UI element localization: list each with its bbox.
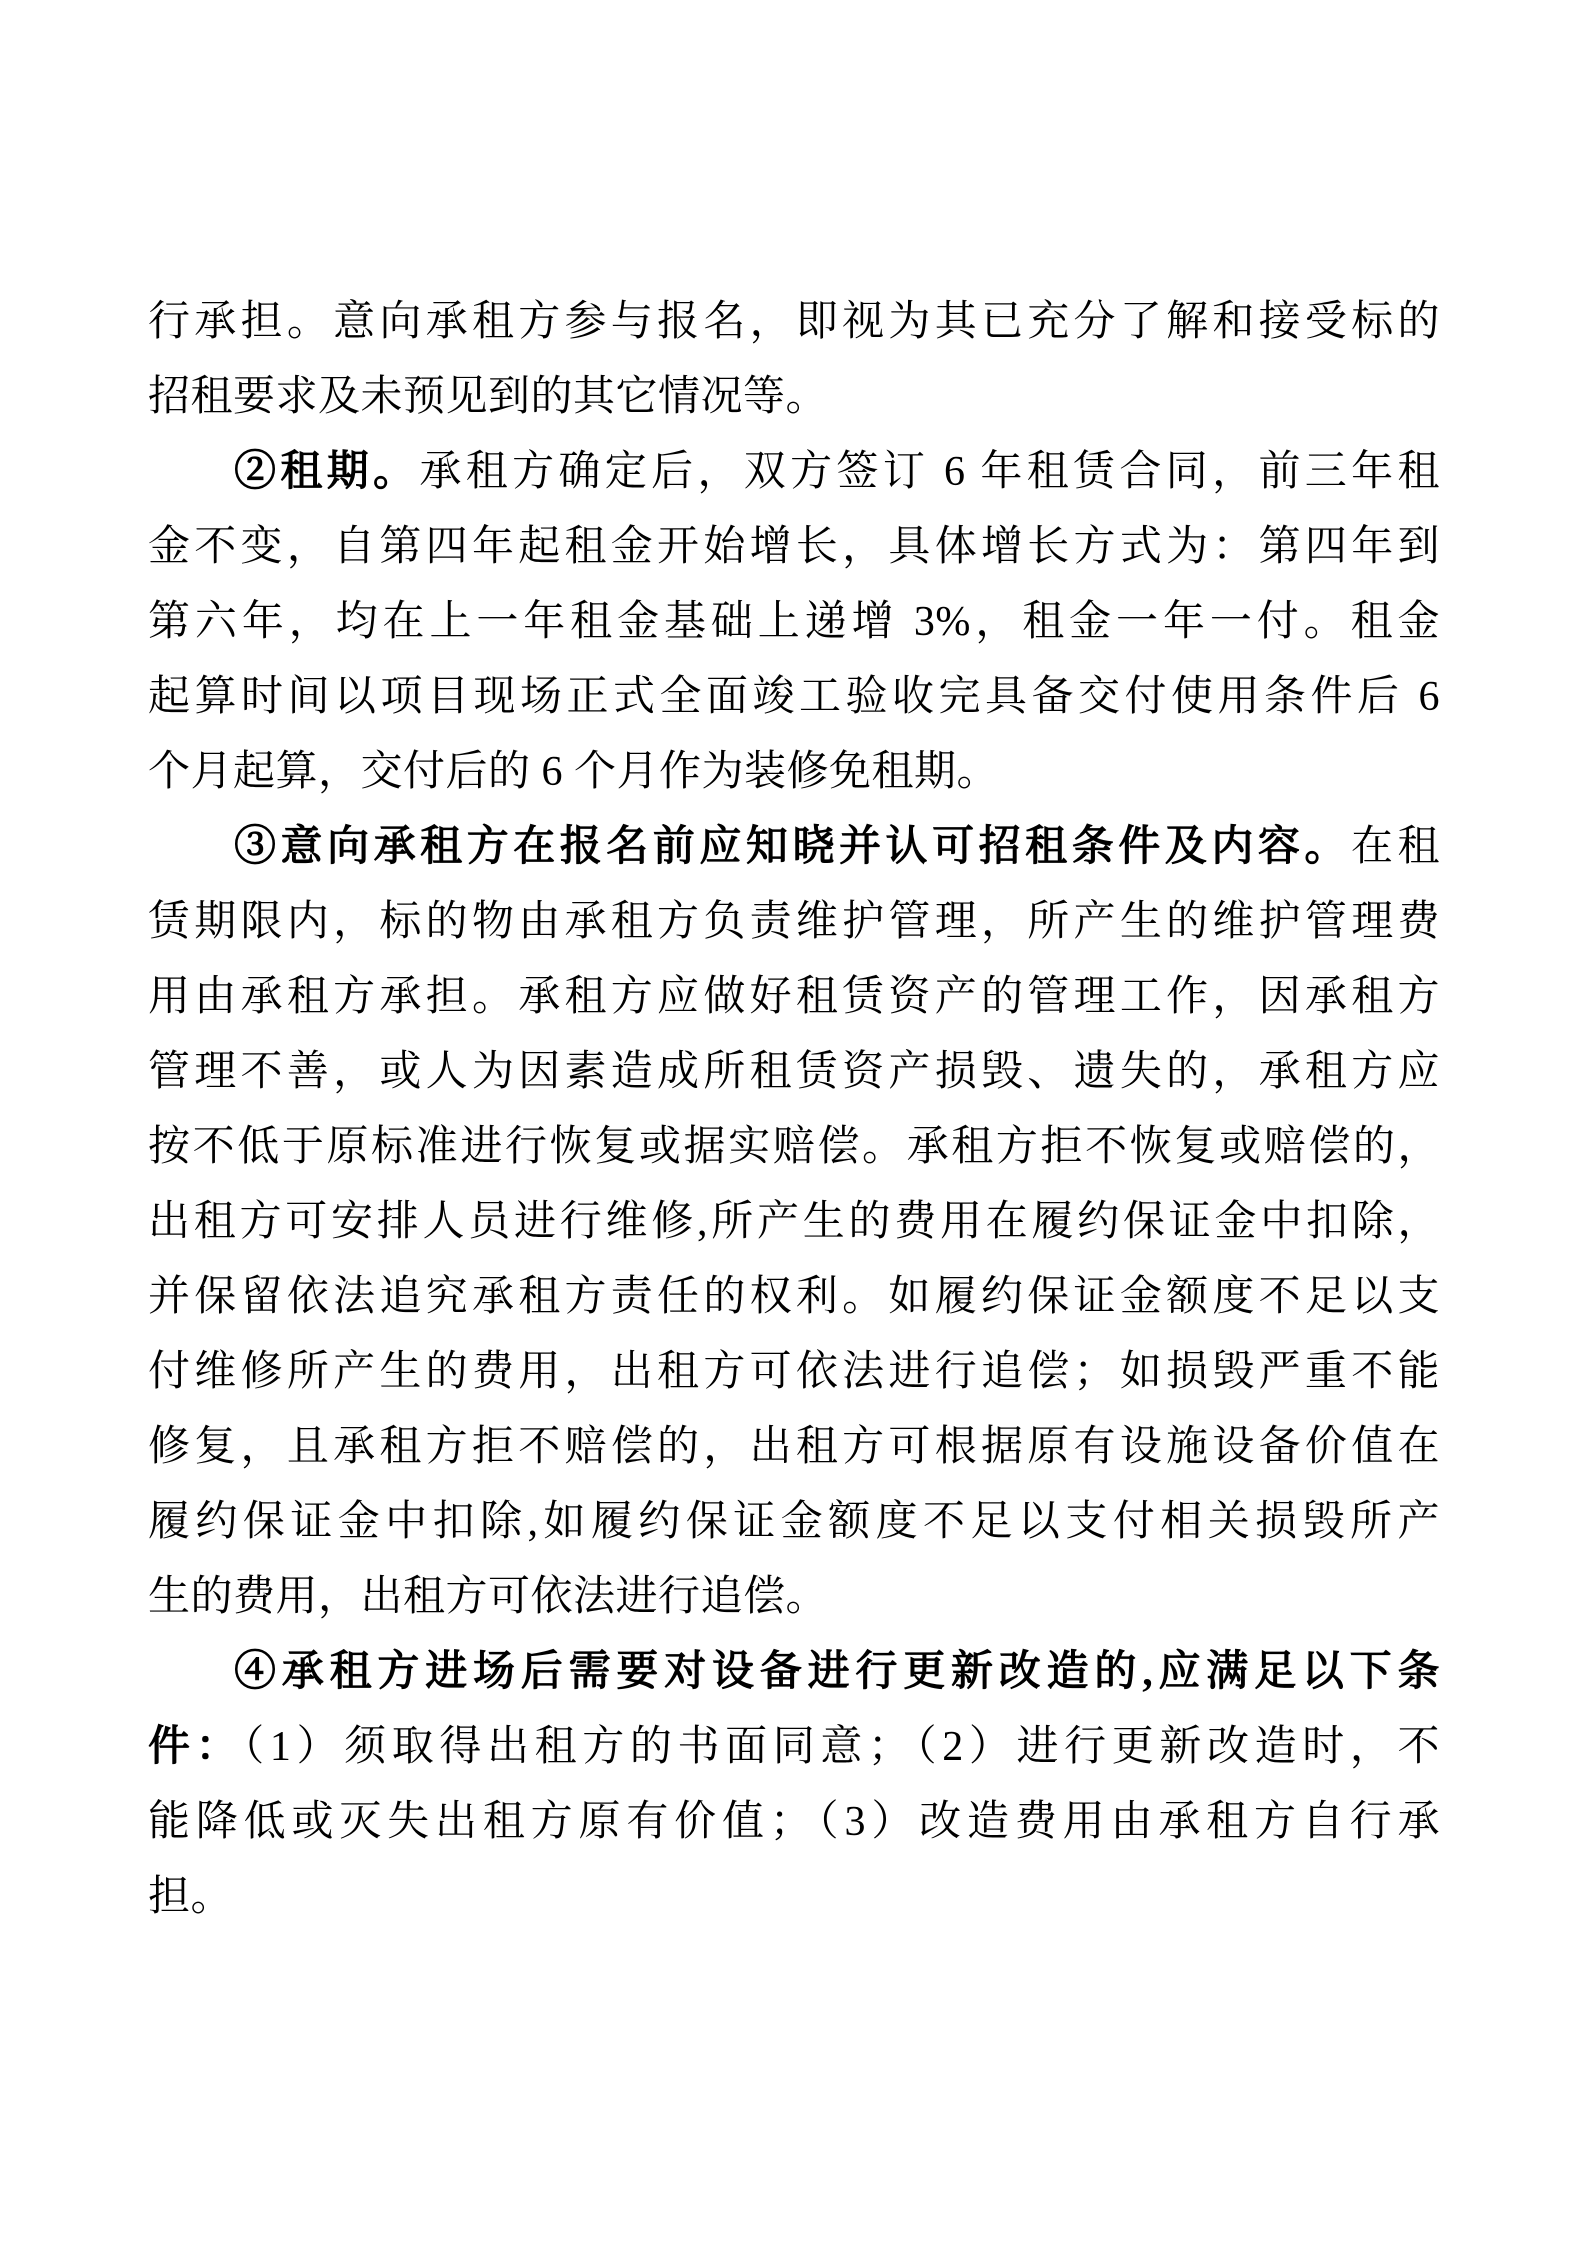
text-run: 履约保证金中扣除,如履约保证金额度不足以支付相关损毁所产 bbox=[148, 1499, 1440, 1545]
text-run: 并保留依法追究承租方责任的权利。如履约保证金额度不足以支 bbox=[148, 1274, 1440, 1320]
text-run: 付维修所产生的费用，出租方可依法进行追偿；如损毁严重不能 bbox=[148, 1349, 1440, 1395]
text-line bbox=[148, 960, 1440, 1035]
text-line bbox=[148, 435, 1440, 510]
text-run-bold: ④承租方进场后需要对设备进行更新改造的,应满足以下条 bbox=[234, 1649, 1440, 1695]
text-line bbox=[148, 735, 1440, 810]
text-line bbox=[148, 585, 1440, 660]
text-run: 修复，且承租方拒不赔偿的，出租方可根据原有设施设备价值在 bbox=[148, 1424, 1440, 1470]
text-line bbox=[148, 1185, 1440, 1260]
text-run: 能降低或灭失出租方原有价值；（3）改造费用由承租方自行承 bbox=[148, 1799, 1440, 1845]
text-run-bold: 件： bbox=[148, 1724, 244, 1770]
text-line bbox=[148, 1785, 1440, 1860]
text-run: 按不低于原标准进行恢复或据实赔偿。承租方拒不恢复或赔偿的， bbox=[148, 1124, 1440, 1170]
text-line bbox=[148, 1035, 1440, 1110]
text-line bbox=[148, 1710, 1440, 1785]
text-line bbox=[148, 510, 1440, 585]
text-run: 管理不善，或人为因素造成所租赁资产损毁、遗失的，承租方应 bbox=[148, 1049, 1440, 1095]
text-run: 金不变，自第四年起租金开始增长，具体增长方式为：第四年到 bbox=[148, 524, 1440, 570]
text-run-bold: ③意向承租方在报名前应知晓并认可招租条件及内容。 bbox=[234, 824, 1351, 870]
text-run: 担。 bbox=[148, 1874, 234, 1920]
text-run: （1）须取得出租方的书面同意；（2）进行更新改造时，不 bbox=[243, 1724, 1440, 1770]
text-run: 行承担。意向承租方参与报名，即视为其已充分了解和接受标的 bbox=[148, 299, 1440, 345]
text-run: 赁期限内，标的物由承租方负责维护管理，所产生的维护管理费 bbox=[148, 899, 1440, 945]
text-line bbox=[148, 360, 1440, 435]
text-run-bold: ②租期。 bbox=[234, 449, 420, 495]
text-line bbox=[148, 1260, 1440, 1335]
text-line bbox=[148, 1485, 1440, 1560]
text-run: 出租方可安排人员进行维修,所产生的费用在履约保证金中扣除， bbox=[148, 1199, 1440, 1245]
text-run: 用由承租方承担。承租方应做好租赁资产的管理工作，因承租方 bbox=[148, 974, 1440, 1020]
text-run: 第六年，均在上一年租金基础上递增 3%，租金一年一付。租金 bbox=[148, 599, 1440, 645]
text-line bbox=[148, 1335, 1440, 1410]
text-run: 承租方确定后，双方签订 6 年租赁合同，前三年租 bbox=[419, 449, 1440, 495]
text-line bbox=[148, 660, 1440, 735]
text-run: 个月起算，交付后的 6 个月作为装修免租期。 bbox=[148, 749, 1000, 795]
text-run: 在租 bbox=[1350, 824, 1440, 870]
text-run: 起算时间以项目现场正式全面竣工验收完具备交付使用条件后 6 bbox=[148, 674, 1440, 720]
text-line bbox=[148, 1110, 1440, 1185]
text-line bbox=[148, 1410, 1440, 1485]
text-line bbox=[148, 1635, 1440, 1710]
text-line bbox=[148, 885, 1440, 960]
text-line bbox=[148, 285, 1440, 360]
text-line bbox=[148, 1560, 1440, 1635]
text-run: 招租要求及未预见到的其它情况等。 bbox=[148, 374, 829, 420]
text-line bbox=[148, 810, 1440, 885]
page-text bbox=[148, 285, 1440, 1935]
text-line bbox=[148, 1860, 1440, 1935]
text-run: 生的费用，出租方可依法进行追偿。 bbox=[148, 1574, 829, 1620]
